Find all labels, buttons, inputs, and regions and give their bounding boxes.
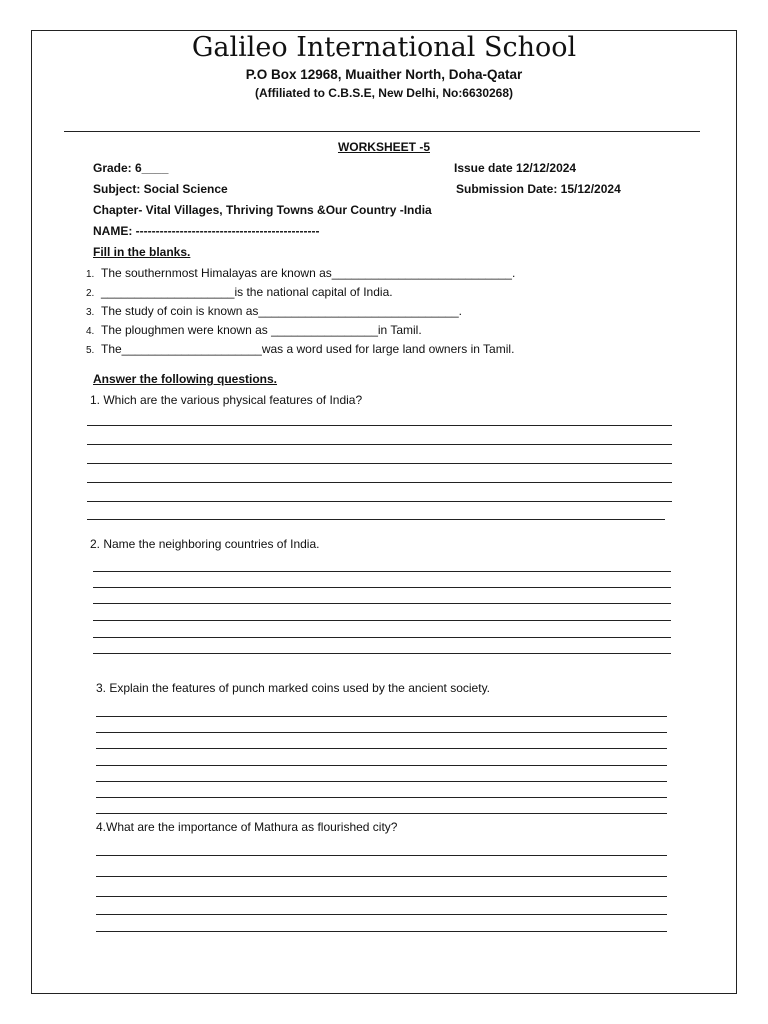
answer-line: [87, 444, 672, 445]
fill-blank-item: [86, 304, 462, 318]
answer-line: [96, 716, 667, 717]
school-name: Galileo International School: [191, 32, 577, 63]
answer-line: [87, 463, 672, 464]
grade-field: Grade: 6____: [93, 161, 169, 175]
school-affiliation: (Affiliated to C.B.S.E, New Delhi, No:6630268): [254, 86, 514, 100]
answer-line: [96, 765, 667, 766]
answer-line: [87, 501, 672, 502]
answer-line: [96, 781, 667, 782]
answer-line: [96, 813, 667, 814]
answer-line: [93, 653, 671, 654]
fill-blanks-heading: Fill in the blanks.: [93, 245, 191, 259]
item-number: 1.: [86, 269, 95, 280]
submission-date: Submission Date: 15/12/2024: [456, 182, 621, 196]
answer-questions-heading: Answer the following questions.: [93, 372, 278, 386]
item-number: 4.: [86, 326, 95, 337]
chapter-field: Chapter- Vital Villages, Thriving Towns &Our Country -India: [93, 203, 432, 217]
fill-blank-item: [86, 285, 393, 299]
answer-line: [96, 732, 667, 733]
answer-line: [93, 587, 671, 588]
answer-line: [93, 571, 671, 572]
answer-line: [96, 931, 667, 932]
subject-field: Subject: Social Science: [93, 182, 228, 196]
answer-line: [96, 914, 667, 915]
answer-line: [96, 876, 667, 877]
item-number: 2.: [86, 288, 95, 299]
item-number: 3.: [86, 307, 95, 318]
school-address: P.O Box 12968, Muaither North, Doha-Qatar: [245, 67, 523, 82]
fill-blank-item: [86, 266, 515, 280]
item-text: ____________________is the national capital of India.: [101, 285, 393, 299]
issue-date: Issue date 12/12/2024: [454, 161, 577, 175]
worksheet-title: WORKSHEET -5: [337, 140, 430, 154]
question-3: 3. Explain the features of punch marked coins used by the ancient society.: [96, 681, 491, 695]
answer-line: [87, 519, 665, 520]
item-text: The study of coin is known as______________________________.: [101, 304, 462, 318]
answer-line: [96, 855, 667, 856]
answer-line: [93, 620, 671, 621]
item-text: The_____________________was a word used for large land owners in Tamil.: [101, 342, 515, 356]
name-field: NAME: ----------------------------------------------: [93, 224, 320, 238]
answer-line: [87, 482, 672, 483]
answer-line: [87, 425, 672, 426]
item-text: The southernmost Himalayas are known as___________________________.: [101, 266, 516, 280]
fill-blank-item: [86, 342, 514, 356]
question-1: 1. Which are the various physical features of India?: [90, 393, 363, 407]
question-2: 2. Name the neighboring countries of India.: [90, 537, 320, 551]
answer-line: [96, 797, 667, 798]
answer-line: [93, 603, 671, 604]
header-divider: [64, 131, 700, 132]
answer-line: [96, 748, 667, 749]
item-text: The ploughmen were known as ________________in Tamil.: [101, 323, 422, 337]
question-4: 4.What are the importance of Mathura as flourished city?: [96, 820, 398, 834]
answer-line: [93, 637, 671, 638]
item-number: 5.: [86, 345, 95, 356]
fill-blank-item: [86, 323, 422, 337]
answer-line: [96, 896, 667, 897]
